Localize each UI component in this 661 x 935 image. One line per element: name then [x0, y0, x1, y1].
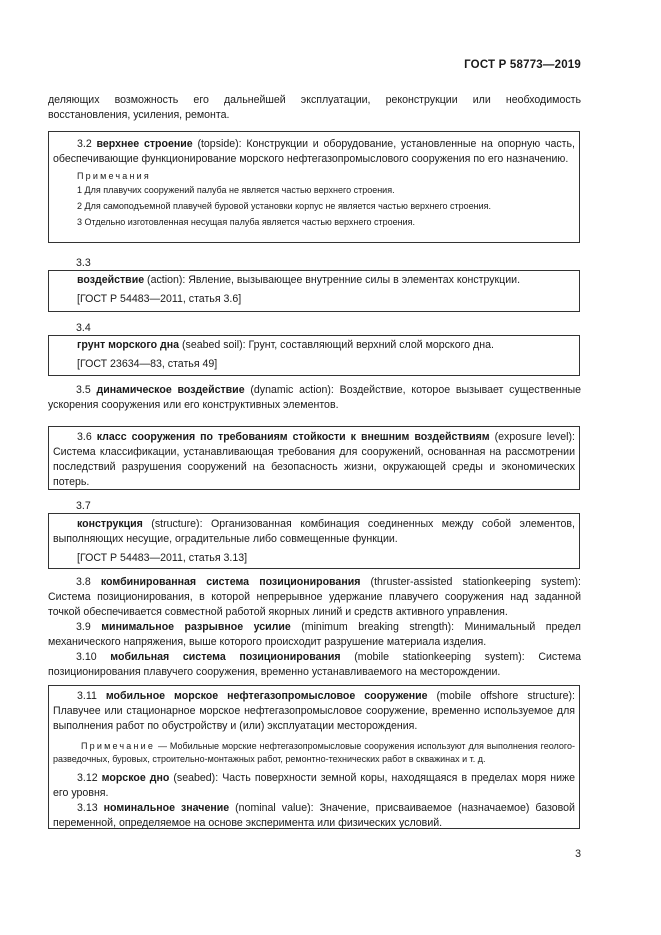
- term-3-8: 3.8 комбинированная система позиционирования (thruster-assisted stationkeeping system): Система позиционирования, в которой непрерывное удержание плавучего сооружения над заданной точкой обеспечивается совместной работой якорных линий и средств активного управления.: [48, 576, 581, 618]
- note-2: 2 Для самоподъемной плавучей буровой установки корпус не является частью верхнего строения.: [77, 201, 492, 211]
- note-1: 1 Для плавучих сооружений палуба не является частью верхнего строения.: [77, 185, 395, 195]
- term-number-3-7: 3.7: [76, 500, 91, 512]
- reference-3-4: [ГОСТ 23634—83, статья 49]: [77, 358, 218, 370]
- term-number-3-3: 3.3: [76, 257, 91, 269]
- page-number: 3: [575, 848, 581, 860]
- term-number-3-4: 3.4: [76, 322, 91, 334]
- term-3-12: 3.12 морское дно (seabed): Часть поверхности земной коры, находящаяся в пределах моря ниже его уровня.: [53, 772, 575, 799]
- reference-3-7: [ГОСТ Р 54483—2011, статья 3.13]: [77, 552, 248, 564]
- document-header: ГОСТ Р 58773—2019: [464, 59, 581, 71]
- reference-3-3: [ГОСТ Р 54483—2011, статья 3.6]: [77, 293, 242, 305]
- term-3-3: воздействие (action): Явление, вызывающее внутренние силы в элементах конструкции.: [77, 274, 521, 286]
- intro-paragraph: деляющих возможность его дальнейшей эксплуатации, реконструкции или необходимость восстановления, усиления, ремонта.: [48, 94, 581, 121]
- term-box-3-3: [48, 270, 580, 312]
- term-3-2: 3.2 верхнее строение (topside): Конструкции и оборудование, установленные на опорную часть, обеспечивающие функционирование морского нефтегазопромыслового сооружения по его назначению.: [53, 138, 575, 165]
- term-3-5: 3.5 динамическое воздействие (dynamic action): Воздействие, которое вызывает существенные ускорения сооружения или его конструктивных элементов.: [48, 384, 581, 411]
- notes-title: Примечания: [77, 171, 151, 181]
- term-3-10: 3.10 мобильная система позиционирования (mobile stationkeeping system): Система позиционирования плавучего сооружения, временно устанавливаемого на месторождении.: [48, 651, 581, 678]
- term-3-13: 3.13 номинальное значение (nominal value): Значение, присваиваемое (назначаемое) базовой переменной, определяемое на основе эксперимента или физических условий.: [53, 802, 575, 829]
- term-box-3-6: [48, 426, 580, 490]
- term-box-3-11-3-13: [48, 685, 580, 829]
- note-3-11: Примечание — Мобильные морские нефтегазопромысловые сооружения используют для выполнения геолого-разведочных, буровых, строительно-монтажных работ, ремонтно-технических работ в скважинах и т. д.: [53, 741, 575, 764]
- term-3-7: конструкция (structure): Организованная комбинация соединенных между собой элементов, выполняющих несущие, оградительные либо совмещенные функции.: [53, 518, 575, 545]
- term-3-4: грунт морского дна (seabed soil): Грунт, составляющий верхний слой морского дна.: [77, 339, 494, 351]
- term-box-3-4: [48, 335, 580, 376]
- term-3-11: 3.11 мобильное морское нефтегазопромысловое сооружение (mobile offshore structure): Плавучее или стационарное морское нефтегазопромысловое сооружение, временно используемое для выполнения работ по обустройству и (или) эксплуатации месторождения.: [53, 690, 575, 732]
- term-box-3-2: [48, 131, 580, 243]
- term-3-6: 3.6 класс сооружения по требованиям стойкости к внешним воздействиям (exposure level): Система классификации, устанавливающая требования для сооружений, основанная на рассмотрении последствий разрушения сооружений на безопасность жизни, окружающей среды и экономических потерь.: [53, 431, 575, 488]
- term-box-3-7: [48, 513, 580, 569]
- term-3-9: 3.9 минимальное разрывное усилие (minimum breaking strength): Минимальный предел механического напряжения, выше которого происходит разрушение материала изделия.: [48, 621, 581, 648]
- note-3: 3 Отдельно изготовленная несущая палуба является частью верхнего строения.: [77, 217, 415, 227]
